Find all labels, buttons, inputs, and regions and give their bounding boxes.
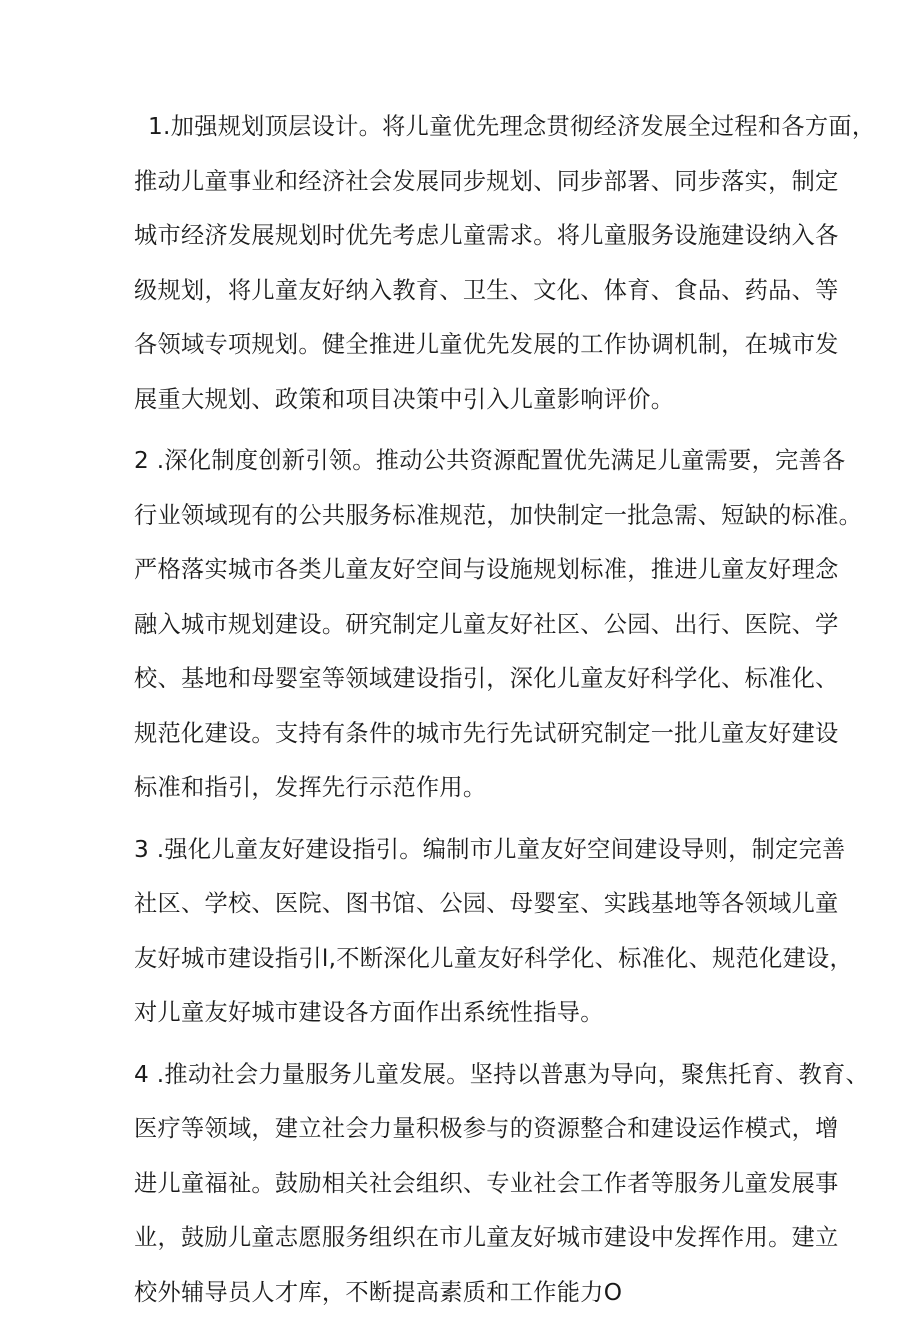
paragraph-line: 进儿童福祉。鼓励相关社会组织、专业社会工作者等服务儿童发展事 [134, 1157, 804, 1212]
paragraph-line: 标准和指引，发挥先行示范作用。 [134, 761, 804, 816]
paragraph-line: 行业领域现有的公共服务标准规范，加快制定一批急需、短缺的标准。 [134, 489, 804, 544]
paragraph-line: 校、基地和母婴室等领域建设指引，深化儿童友好科学化、标准化、 [134, 652, 804, 707]
paragraph-line: 展重大规划、政策和项目决策中引入儿童影响评价。 [134, 373, 804, 428]
paragraph-line: 友好城市建设指引l,不断深化儿童友好科学化、标准化、规范化建设， [134, 932, 804, 987]
paragraph-line: 规范化建设。支持有条件的城市先行先试研究制定一批儿童友好建设 [134, 707, 804, 762]
paragraph-line: 社区、学校、医院、图书馆、公园、母婴室、实践基地等各领域儿童 [134, 877, 804, 932]
paragraph-1 [134, 100, 804, 427]
paragraph-line: 融入城市规划建设。研究制定儿童友好社区、公园、出行、医院、学 [134, 598, 804, 653]
paragraph-line: 推动儿童事业和经济社会发展同步规划、同步部署、同步落实，制定 [134, 155, 804, 210]
paragraph-line: 4 .推动社会力量服务儿童发展。坚持以普惠为导向，聚焦托育、教育、 [134, 1048, 804, 1103]
paragraph-line: 校外辅导员人才库，不断提高素质和工作能力O [134, 1266, 804, 1320]
paragraph-2 [134, 434, 804, 816]
paragraph-4 [134, 1048, 804, 1320]
paragraph-line: 严格落实城市各类儿童友好空间与设施规划标准，推进儿童友好理念 [134, 543, 804, 598]
paragraph-line: 3 .强化儿童友好建设指引。编制市儿童友好空间建设导则，制定完善 [134, 823, 804, 878]
paragraph-3 [134, 823, 804, 1041]
paragraph-line: 1.加强规划顶层设计。将儿童优先理念贯彻经济发展全过程和各方面， [134, 100, 804, 155]
paragraph-line: 医疗等领域，建立社会力量积极参与的资源整合和建设运作模式，增 [134, 1102, 804, 1157]
paragraph-line: 对儿童友好城市建设各方面作出系统性指导。 [134, 986, 804, 1041]
paragraph-line: 城市经济发展规划时优先考虑儿童需求。将儿童服务设施建设纳入各 [134, 209, 804, 264]
paragraph-line: 业，鼓励儿童志愿服务组织在市儿童友好城市建设中发挥作用。建立 [134, 1211, 804, 1266]
paragraph-line: 各领域专项规划。健全推进儿童优先发展的工作协调机制，在城市发 [134, 318, 804, 373]
document-page [134, 100, 804, 1320]
paragraph-line: 2 .深化制度创新引领。推动公共资源配置优先满足儿童需要，完善各 [134, 434, 804, 489]
paragraph-line: 级规划，将儿童友好纳入教育、卫生、文化、体育、食品、药品、等 [134, 264, 804, 319]
